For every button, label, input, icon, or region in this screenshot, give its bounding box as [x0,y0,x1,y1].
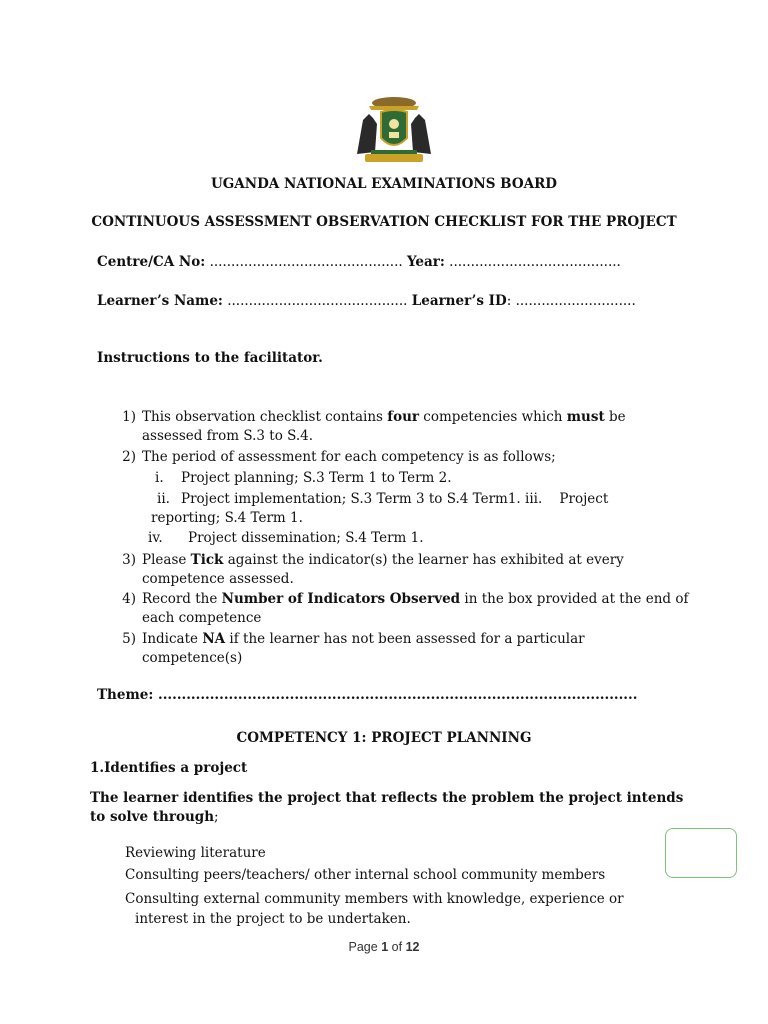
learner-name-dots: .......................................... [227,293,408,309]
theme-dots: ...................................................................................................... [158,687,638,703]
competency-subheading: 1.Identifies a project [90,760,248,776]
item-4-text: Record the Number of Indicators Observed in the box provided at the end of [142,591,689,607]
sub-item-ii-text: Project implementation; S.3 Term 3 to S.4 Term1. iii. Project [181,491,609,507]
sub-item-iv-number: iv. [148,530,163,546]
coat-of-arms-logo [347,94,441,166]
item-3-line2: competence assessed. [142,571,294,587]
learner-id-label: Learner’s ID [411,293,507,309]
theme-row [97,687,637,703]
learner-field-row [97,293,636,309]
sub-item-i-text: Project planning; S.3 Term 1 to Term 2. [181,470,452,486]
item-5-number: 5) [122,631,136,647]
centre-dots: ............................................. [209,254,403,270]
learner-id-dots: ............................ [515,293,636,309]
item-4-number: 4) [122,591,136,607]
document-title: CONTINUOUS ASSESSMENT OBSERVATION CHECKLIST FOR THE PROJECT [91,214,677,230]
learner-id-colon: : [506,293,512,309]
item-1-text: This observation checklist contains four competencies which must be [142,409,626,425]
item-5-text: Indicate NA if the learner has not been assessed for a particular [142,631,585,647]
theme-label: Theme: [97,687,154,703]
centre-label: Centre/CA No: [97,254,206,270]
indicator-item: Consulting peers/teachers/ other internal school community members [125,867,606,883]
learner-name-label: Learner’s Name: [97,293,223,309]
sub-item-ii-line2: reporting; S.4 Term 1. [151,510,303,526]
competency-description-line2: to solve through; [90,809,219,825]
sub-item-iv-text: Project dissemination; S.4 Term 1. [188,530,424,546]
indicators-observed-box[interactable] [665,828,737,878]
competency-description-line1: The learner identifies the project that reflects the problem the project intends [90,790,684,806]
item-5-line2: competence(s) [142,650,243,666]
item-1-number: 1) [122,409,136,425]
item-2-text: The period of assessment for each competency is as follows; [142,449,556,465]
item-2-number: 2) [122,449,136,465]
indicator-item: Consulting external community members with knowledge, experience or [125,891,624,907]
item-3-text: Please Tick against the indicator(s) the learner has exhibited at every [142,552,624,568]
item-4-line2: each competence [142,610,262,626]
sub-item-ii-number: ii. [157,491,170,507]
indicator-item-line2: interest in the project to be undertaken. [135,911,411,927]
competency-heading: COMPETENCY 1: PROJECT PLANNING [236,730,532,746]
org-name: UGANDA NATIONAL EXAMINATIONS BOARD [210,176,558,192]
indicator-item: Reviewing literature [125,845,266,861]
year-label: Year: [406,254,445,270]
centre-field-row [97,254,621,270]
item-1-line2: assessed from S.3 to S.4. [142,428,314,444]
item-3-number: 3) [122,552,136,568]
sub-item-i-number: i. [155,470,164,486]
instructions-heading: Instructions to the facilitator. [97,350,323,366]
page-footer: Page 1 of 12 [348,940,420,954]
year-dots: ........................................ [449,254,621,270]
